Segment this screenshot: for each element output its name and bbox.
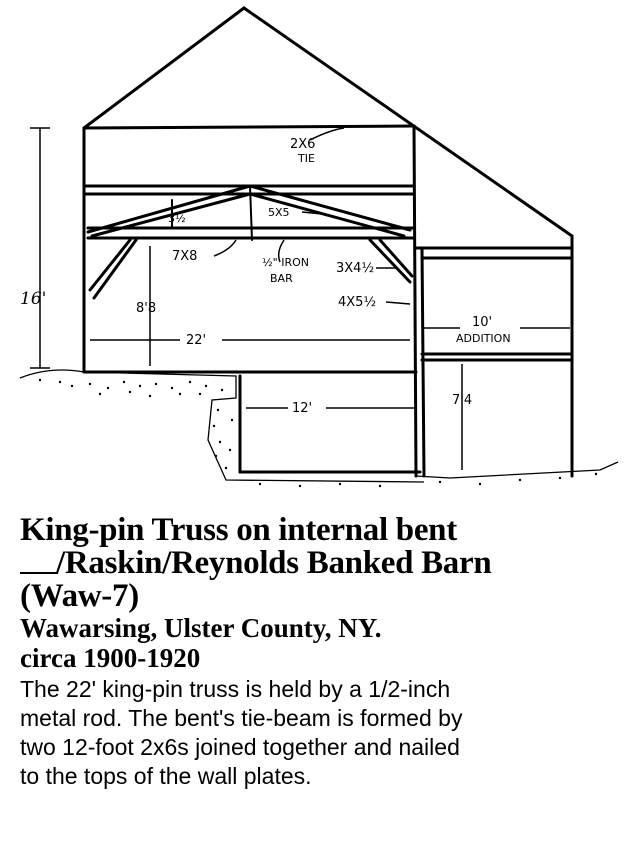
label-plate: 4X5½ — [338, 295, 377, 310]
label-iron-bar-2: BAR — [270, 272, 293, 285]
label-span-lower: 12' — [292, 401, 313, 416]
label-beam: 7X8 — [172, 249, 198, 264]
right-knee-brace-2 — [380, 240, 412, 276]
description-line-1: The 22' king-pin truss is held by a 1/2-inch — [20, 676, 451, 702]
label-addition-2: ADDITION — [456, 332, 511, 345]
center-wall-post-inner — [422, 248, 424, 476]
label-king-brace: 5X5 — [268, 206, 290, 219]
date-line: circa 1900-1920 — [20, 643, 201, 673]
label-tie-1: 2X6 — [290, 137, 316, 152]
label-post-small: 3½ — [168, 212, 186, 225]
title-line-1: King-pin Truss on internal bent — [20, 512, 457, 548]
label-brace: 3X4½ — [336, 261, 375, 276]
label-tie-2: TIE — [298, 152, 315, 165]
beam-leader — [214, 240, 236, 256]
location-line: Wawarsing, Ulster County, NY. — [20, 613, 382, 643]
label-addition-1: 10' — [472, 315, 493, 330]
label-iron-bar-1: ½" IRON — [262, 256, 309, 269]
label-height-addition: 7'4 — [452, 393, 473, 408]
label-span-main: 22' — [186, 333, 207, 348]
title-line-2 — [20, 547, 637, 580]
plate-leader — [386, 302, 410, 304]
description-line-4: to the tops of the wall plates. — [20, 763, 312, 789]
barn-frame — [84, 8, 572, 476]
top-plate-line — [84, 126, 414, 128]
right-knee-brace — [370, 240, 410, 282]
label-height-total: 16' — [20, 289, 47, 309]
description — [20, 675, 637, 791]
left-knee-brace — [90, 240, 130, 290]
title-blank-underline — [20, 572, 58, 574]
ground-texture — [20, 370, 618, 482]
description-line-2: metal rod. The bent's tie-beam is formed by — [20, 705, 463, 731]
center-wall-post — [414, 126, 416, 476]
left-knee-brace-2 — [94, 240, 136, 298]
diagram-labels — [20, 137, 511, 416]
description-line-3: two 12-foot 2x6s joined together and nailed — [20, 734, 460, 760]
roof-left-rafter — [84, 8, 244, 128]
label-height-floor: 8'8 — [136, 301, 157, 316]
title-line-3: (Waw-7) — [20, 578, 139, 614]
caption-block — [20, 514, 637, 791]
roof-right-rafter — [244, 8, 572, 236]
title-line-2-text: /Raskin/Reynolds Banked Barn — [56, 545, 492, 581]
